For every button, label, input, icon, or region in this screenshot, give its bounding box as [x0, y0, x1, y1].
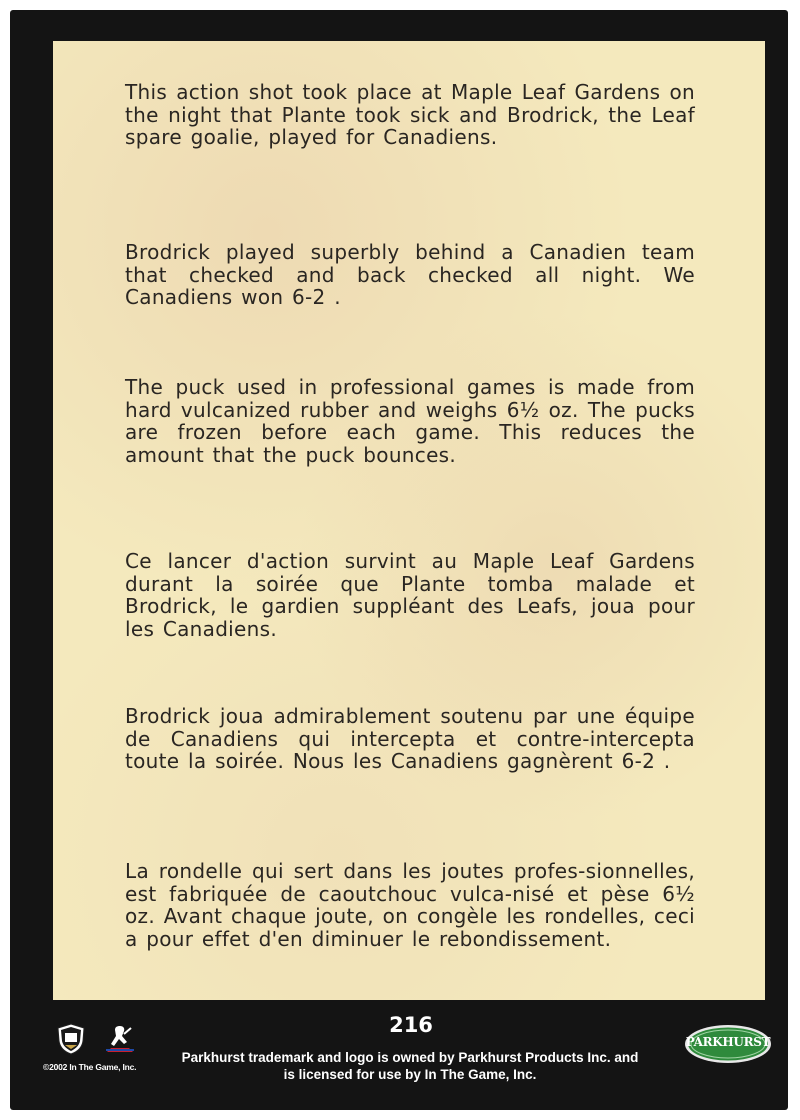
nhlpa-player-icon [103, 1022, 137, 1056]
copyright-text: ©2002 In The Game, Inc. [43, 1062, 137, 1072]
trademark-text: Parkhurst trademark and logo is owned by Parkhurst Products Inc. and is licensed for use by In The Game, Inc. [181, 1050, 639, 1082]
card-back [10, 10, 788, 1110]
card-number: 216 [389, 1013, 433, 1037]
english-paragraph-3: The puck used in professional games is made from hard vulcanized rubber and weighs 6½ oz. The pucks are frozen before each game. This reduces the amount that the puck bounces. [125, 375, 695, 467]
french-paragraph-3: La rondelle qui sert dans les joutes profes-sionnelles, est fabriquée de caoutchouc vulca-nisé et pèse 6½ oz. Avant chaque joute, on congèle les rondelles, ceci a pour effet d'en diminuer le rebondissement. [125, 859, 695, 951]
nhl-shield-icon [57, 1023, 85, 1055]
english-paragraph-2: Brodrick played superbly behind a Canadien team that checked and back checked all night. We Canadiens won 6-2 . [125, 240, 695, 309]
parkhurst-logo-text: PARKHURST [685, 1035, 771, 1049]
english-paragraph-1: This action shot took place at Maple Leaf Gardens on the night that Plante took sick and Brodrick, the Leaf spare goalie, played for Canadiens. [125, 80, 695, 149]
text-panel [53, 41, 765, 1000]
french-paragraph-2: Brodrick joua admirablement soutenu par une équipe de Canadiens qui intercepta et contre-intercepta toute la soirée. Nous les Canadiens gagnèrent 6-2 . [125, 704, 695, 773]
french-paragraph-1: Ce lancer d'action survint au Maple Leaf Gardens durant la soirée que Plante tomba malade et Brodrick, le gardien suppléant des Leafs, joua pour les Canadiens. [125, 549, 695, 641]
